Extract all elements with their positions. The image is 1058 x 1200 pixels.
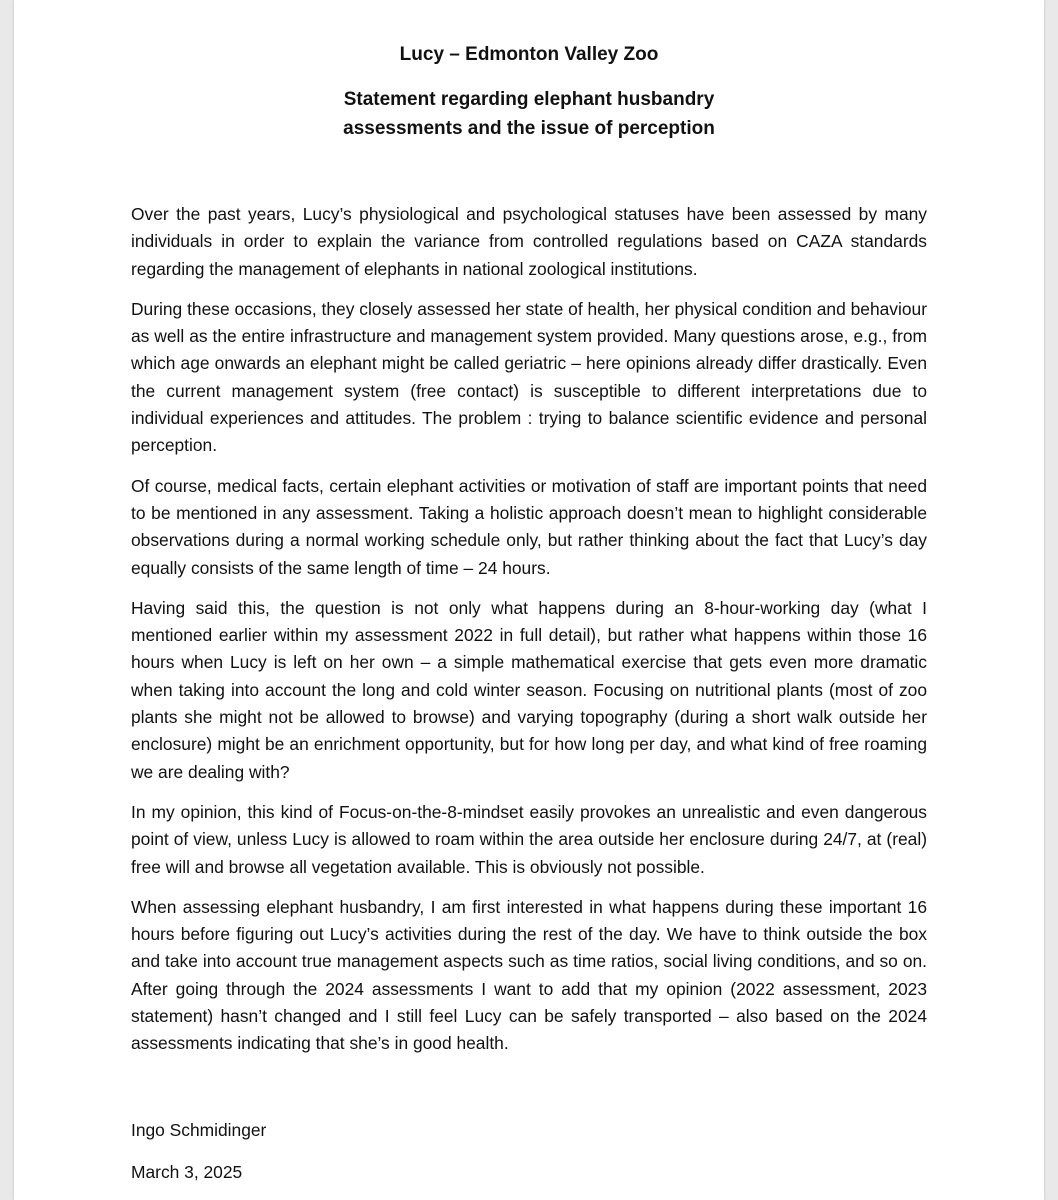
paragraph-1: Over the past years, Lucy’s physiological and psychological statuses have been assessed by many individuals in order to explain the variance from controlled regulations based on CAZA standards regarding the management of elephants in national zoological institutions. <box>131 204 927 279</box>
document-subtitle <box>14 85 1044 143</box>
paragraph-5: In my opinion, this kind of Focus-on-the-8-mindset easily provokes an unrealistic and even dangerous point of view, unless Lucy is allowed to roam within the area outside her enclosure during 24/7, at (real) free will and browse all vegetation available. This is obviously not possible. <box>131 801 927 877</box>
document-page <box>14 0 1044 1200</box>
subtitle-line-2: assessments and the issue of perception <box>343 118 715 139</box>
signature-name: Ingo Schmidinger <box>131 1120 267 1140</box>
paragraph-3: Of course, medical facts, certain elephant activities or motivation of staff are important points that need to be mentioned in any assessment. Taking a holistic approach doesn’t mean to highlight considerable observations during a normal working schedule only, but rather thinking about the fact that Lucy’s day equally consists of the same length of time – 24 hours. <box>131 475 927 578</box>
paragraph-6: When assessing elephant husbandry, I am first interested in what happens during these important 16 hours before figuring out Lucy’s activities during the rest of the day. We have to think outside the box and take into account true management aspects such as time ratios, social living conditions, and so on. After going through the 2024 assessments I want to add that my opinion (2022 assessment, 2023 statement) hasn’t changed and I still feel Lucy can be safely transported – also based on the 2024 assessments indicating that she’s in good health. <box>131 896 927 1054</box>
subtitle-line-1: Statement regarding elephant husbandry <box>343 89 715 110</box>
signature-date: March 3, 2025 <box>131 1162 243 1182</box>
document-title: Lucy – Edmonton Valley Zoo <box>399 44 659 65</box>
paragraph-2: During these occasions, they closely assessed her state of health, her physical condition and behaviour as well as the entire infrastructure and management system provided. Many questions arose, e.g., from which age onwards an elephant might be called geriatric – here opinions already differ drastically. Even the current management system (free contact) is susceptible to different interpretations due to individual experiences and attitudes. The problem : trying to balance scientific evidence and personal perception. <box>131 298 927 456</box>
paragraph-4: Having said this, the question is not only what happens during an 8-hour-working day (what I mentioned earlier within my assessment 2022 in full detail), but rather what happens within those 16 hours when Lucy is left on her own – a simple mathematical exercise that gets even more dramatic when taking into account the long and cold winter season. Focusing on nutritional plants (most of zoo plants she might not be allowed to browse) and varying topography (during a short walk outside her enclosure) might be an enrichment opportunity, but for how long per day, and what kind of free roaming we are dealing with? <box>131 597 927 782</box>
document-body <box>131 201 927 1071</box>
